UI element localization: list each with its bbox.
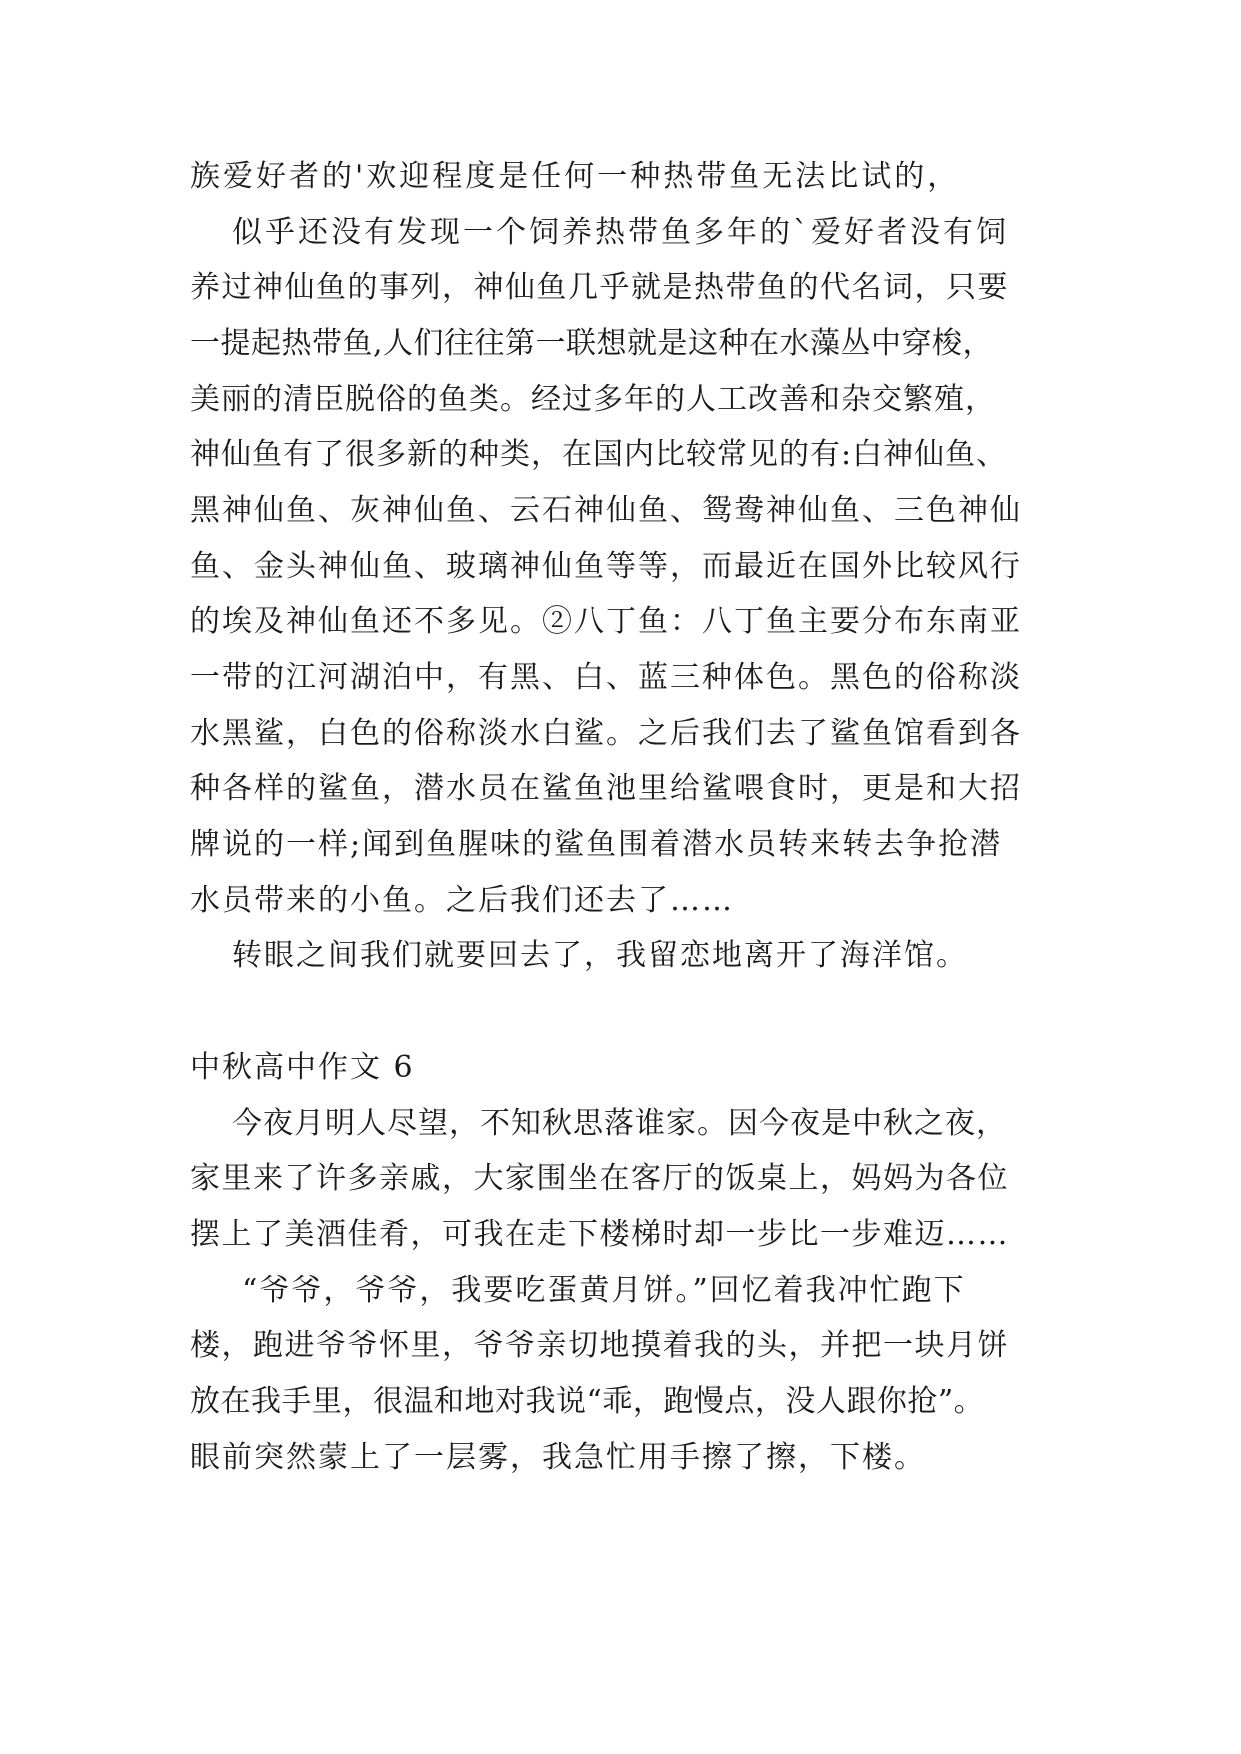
text-line: 养过神仙鱼的事列，神仙鱼几乎就是热带鱼的代名词，只要 [190,270,1009,305]
text-line: 种各样的鲨鱼，潜水员在鲨鱼池里给鲨喂食时，更是和大招 [190,771,1022,806]
text-line: 眼前突然蒙上了一层雾，我急忙用手擦了擦，下楼。 [190,1440,926,1475]
text-line: 水员带来的小鱼。之后我们还去了…… [190,883,734,918]
text-line: 的埃及神仙鱼还不多见。②八丁鱼：八丁鱼主要分布东南亚 [190,604,1022,639]
text-line: 黑神仙鱼、灰神仙鱼、云石神仙鱼、鸳鸯神仙鱼、三色神仙 [190,493,1022,528]
text-line: 一带的江河湖泊中，有黑、白、蓝三种体色。黑色的俗称淡 [190,660,1022,695]
text-line: 一提起热带鱼,人们往往第一联想就是这种在水藻丛中穿梭， [190,326,994,361]
text-line: 放在我手里，很温和地对我说“乖，跑慢点，没人跟你抢”。 [190,1384,985,1419]
text-line: 家里来了许多亲戚，大家围坐在客厅的饭桌上，妈妈为各位 [190,1161,1009,1196]
text-line: 神仙鱼有了很多新的种类，在国内比较常见的有:白神仙鱼、 [190,437,1008,472]
text-line: 似乎还没有发现一个饲养热带鱼多年的`爱好者没有饲 [232,215,1009,250]
text-line: 转眼之间我们就要回去了，我留恋地离开了海洋馆。 [232,938,968,973]
text-line: 牌说的一样;闻到鱼腥味的鲨鱼围着潜水员转来转去争抢潜 [190,827,1003,862]
text-line: 摆上了美酒佳肴，可我在走下楼梯时却一步比一步难迈…… [190,1217,1009,1252]
text-line: 今夜月明人尽望，不知秋思落谁家。因今夜是中秋之夜， [232,1106,1007,1141]
text-line: 族爱好者的'欢迎程度是任何一种热带鱼无法比试的， [190,159,961,194]
text-line: 水黑鲨，白色的俗称淡水白鲨。之后我们去了鲨鱼馆看到各 [190,716,1022,751]
section-heading: 中秋高中作文 6 [190,1050,415,1085]
text-line: 鱼、金头神仙鱼、玻璃神仙鱼等等，而最近在国外比较风行 [190,549,1022,584]
text-line: 美丽的清臣脱俗的鱼类。经过多年的人工改善和杂交繁殖， [190,382,996,417]
text-line: 楼，跑进爷爷怀里，爷爷亲切地摸着我的头，并把一块月饼 [190,1328,1009,1363]
text-line: “爷爷，爷爷，我要吃蛋黄月饼。”回忆着我冲忙跑下 [242,1273,966,1308]
